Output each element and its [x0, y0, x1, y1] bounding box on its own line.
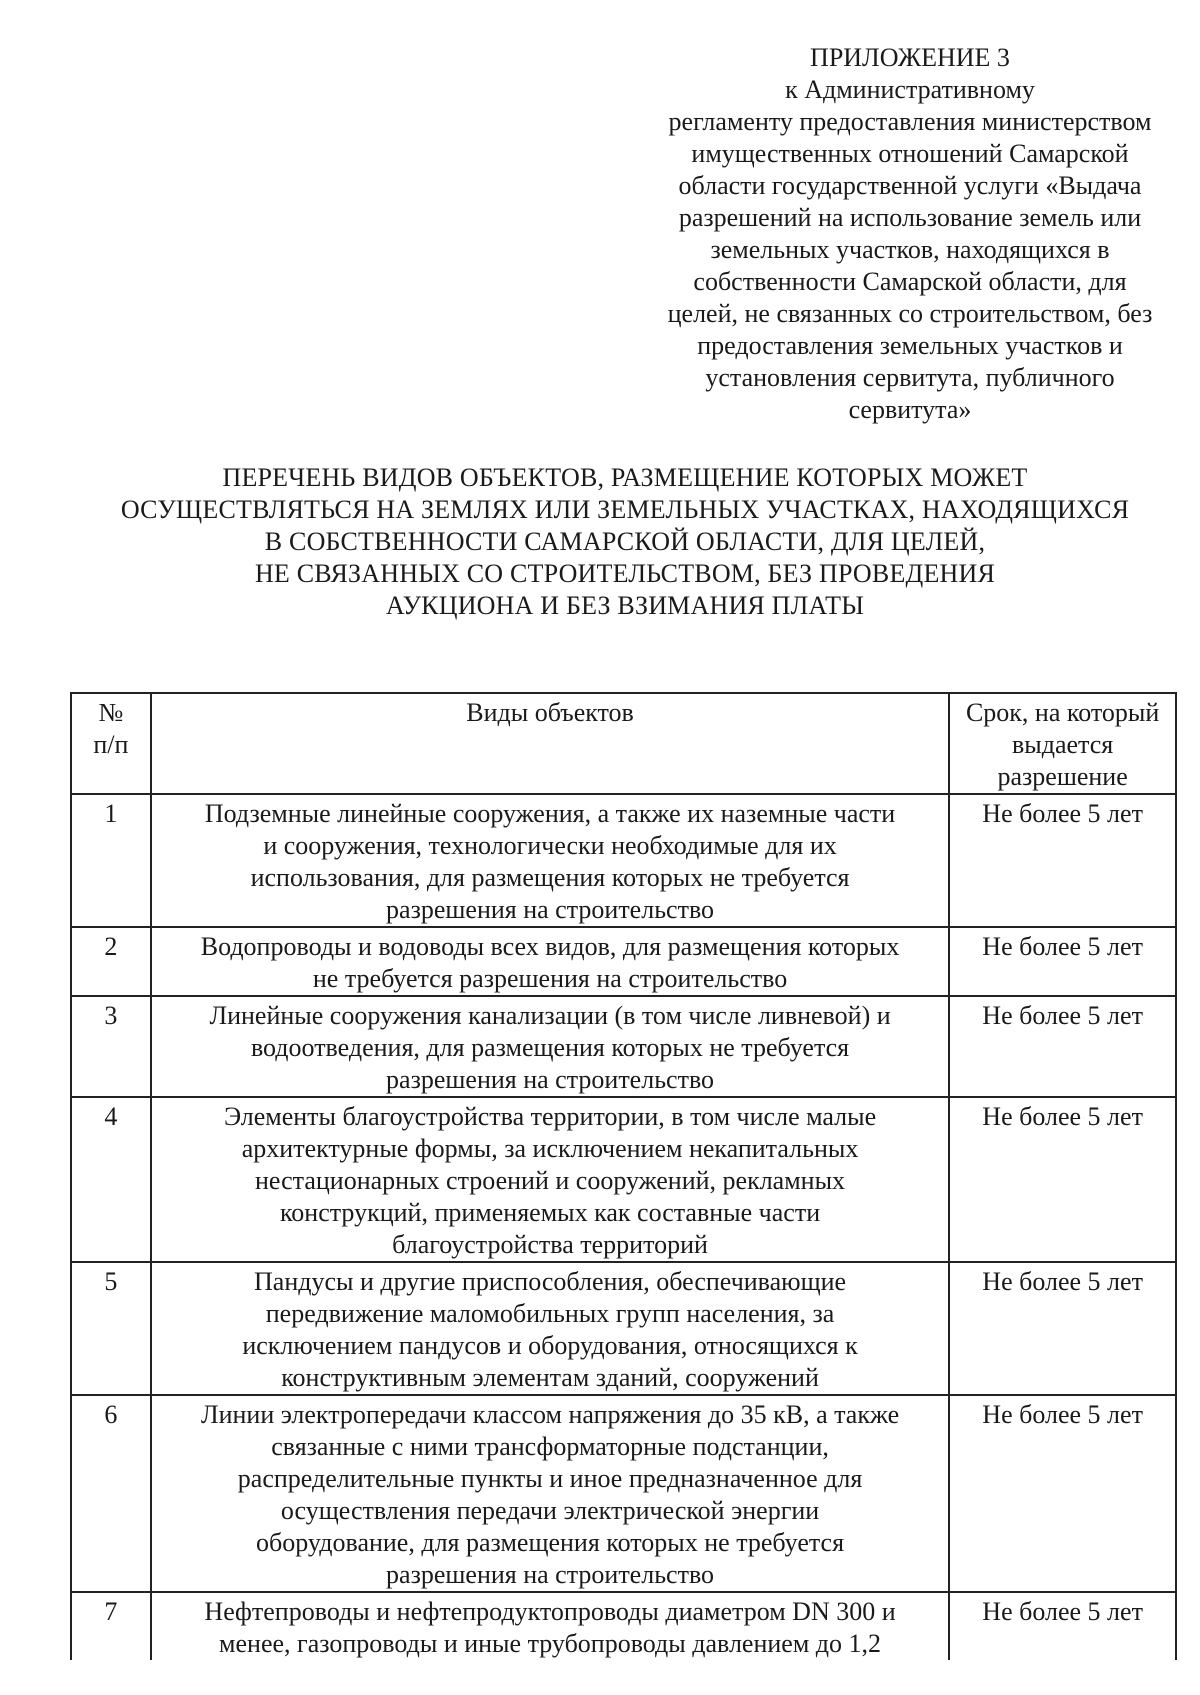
- row-term: Не более 5 лет: [949, 1395, 1176, 1592]
- row-num: 3: [71, 996, 151, 1097]
- row-kind: [151, 794, 949, 927]
- row-term: Не более 5 лет: [949, 927, 1176, 996]
- row-kind-line: оборудование, для размещения которых не требуется: [256, 1528, 845, 1557]
- header-term-line: разрешение: [997, 762, 1128, 791]
- row-term: Не более 5 лет: [949, 1592, 1176, 1660]
- row-kind-line: Линейные сооружения канализации (в том числе ливневой) и: [209, 1001, 891, 1030]
- row-kind-line: Линии электропередачи классом напряжения до 35 кВ, а также: [200, 1400, 900, 1429]
- row-kind-line: разрешения на строительство: [386, 1560, 715, 1589]
- row-kind: [151, 996, 949, 1097]
- row-kind-line: передвижение маломобильных групп населения, за: [265, 1299, 835, 1328]
- title-line: ОСУЩЕСТВЛЯТЬСЯ НА ЗЕМЛЯХ ИЛИ ЗЕМЕЛЬНЫХ УЧАСТКАХ, НАХОДЯЩИХСЯ: [120, 495, 1130, 524]
- row-kind-line: Водопроводы и водоводы всех видов, для размещения которых: [200, 932, 900, 961]
- title-line: АУКЦИОНА И БЕЗ ВЗИМАНИЯ ПЛАТЫ: [385, 591, 865, 620]
- header-num-line: п/п: [93, 730, 129, 759]
- row-kind-line: архитектурные формы, за исключением некапитальных: [241, 1134, 859, 1163]
- appendix-line: установления сервитута, публичного: [705, 363, 1115, 392]
- row-kind-line: и сооружения, технологически необходимые для их: [263, 831, 837, 860]
- appendix-line: области государственной услуги «Выдача: [678, 171, 1142, 200]
- row-kind: [151, 1262, 949, 1395]
- row-num: 6: [71, 1395, 151, 1592]
- row-term: Не более 5 лет: [949, 794, 1176, 927]
- row-kind-line: конструкций, применяемых как составные части: [279, 1198, 821, 1227]
- row-num: 2: [71, 927, 151, 996]
- row-kind-line: менее, газопроводы и иные трубопроводы давлением до 1,2: [219, 1629, 882, 1658]
- header-num-line: №: [98, 698, 124, 727]
- row-kind-line: благоустройства территорий: [392, 1230, 708, 1259]
- row-kind-line: конструктивным элементам зданий, сооружений: [281, 1363, 819, 1392]
- header-num: [71, 693, 151, 794]
- appendix-line: разрешений на использование земель или: [678, 203, 1142, 232]
- row-num: 1: [71, 794, 151, 927]
- row-kind-line: разрешения на строительство: [386, 895, 715, 924]
- title-line: НЕ СВЯЗАННЫХ СО СТРОИТЕЛЬСТВОМ, БЕЗ ПРОВЕДЕНИЯ: [254, 559, 996, 588]
- row-kind-line: распределительные пункты и иное предназначенное для: [237, 1464, 863, 1493]
- row-kind-line: осуществления передачи электрической энергии: [280, 1496, 820, 1525]
- table-row: [71, 794, 1176, 927]
- title-line: ПЕРЕЧЕНЬ ВИДОВ ОБЪЕКТОВ, РАЗМЕЩЕНИЕ КОТОРЫХ МОЖЕТ: [222, 463, 1028, 492]
- appendix-line: собственности Самарской области, для: [693, 267, 1127, 296]
- row-kind-line: нестационарных строений и сооружений, рекламных: [255, 1166, 846, 1195]
- table-row: [71, 1395, 1176, 1592]
- header-term: [949, 693, 1176, 794]
- header-term-line: Срок, на который: [965, 698, 1160, 727]
- table-row: [71, 1097, 1176, 1262]
- appendix-line: регламенту предоставления министерством: [668, 107, 1152, 136]
- row-kind-line: Пандусы и другие приспособления, обеспечивающие: [254, 1267, 847, 1296]
- objects-table: [70, 692, 1177, 1660]
- table-header-row: [71, 693, 1176, 794]
- appendix-line: имущественных отношений Самарской: [691, 139, 1129, 168]
- header-kind: [151, 693, 949, 794]
- table-row: [71, 1262, 1176, 1395]
- title-line: В СОБСТВЕННОСТИ САМАРСКОЙ ОБЛАСТИ, ДЛЯ ЦЕЛЕЙ,: [264, 527, 986, 556]
- table-row: [71, 1592, 1176, 1660]
- appendix-line: предоставления земельных участков и: [697, 331, 1123, 360]
- row-num: 4: [71, 1097, 151, 1262]
- row-kind-line: использования, для размещения которых не требуется: [250, 863, 850, 892]
- appendix-line: сервитута»: [848, 395, 972, 424]
- row-kind-line: исключением пандусов и оборудования, относящихся к: [242, 1331, 858, 1360]
- row-kind-line: Подземные линейные сооружения, а также их наземные части: [204, 799, 896, 828]
- row-num: 5: [71, 1262, 151, 1395]
- row-kind-line: разрешения на строительство: [386, 1065, 715, 1094]
- appendix-line: целей, не связанных со строительством, без: [667, 299, 1153, 328]
- row-kind: [151, 1592, 949, 1660]
- row-term: Не более 5 лет: [949, 1097, 1176, 1262]
- document-title: [60, 462, 1190, 622]
- appendix-line: земельных участков, находящихся в: [710, 235, 1110, 264]
- row-kind-line: не требуется разрешения на строительство: [312, 964, 788, 993]
- header-kind-line: Виды объектов: [466, 698, 634, 727]
- row-kind-line: Нефтепроводы и нефтепродуктопроводы диаметром DN 300 и: [204, 1597, 896, 1626]
- row-kind: [151, 927, 949, 996]
- row-kind: [151, 1395, 949, 1592]
- header-term-line: выдается: [1012, 730, 1114, 759]
- row-num: 7: [71, 1592, 151, 1660]
- table-row: [71, 927, 1176, 996]
- appendix-line: к Административному: [785, 75, 1035, 104]
- row-kind-line: Элементы благоустройства территории, в том числе малые: [223, 1102, 877, 1131]
- row-term: Не более 5 лет: [949, 996, 1176, 1097]
- row-kind-line: водоотведения, для размещения которых не требуется: [250, 1033, 850, 1062]
- row-kind-line: связанные с ними трансформаторные подстанции,: [271, 1432, 829, 1461]
- row-term: Не более 5 лет: [949, 1262, 1176, 1395]
- row-kind: [151, 1097, 949, 1262]
- appendix-line: ПРИЛОЖЕНИЕ 3: [810, 43, 1010, 72]
- appendix-header: [640, 42, 1180, 426]
- table-row: [71, 996, 1176, 1097]
